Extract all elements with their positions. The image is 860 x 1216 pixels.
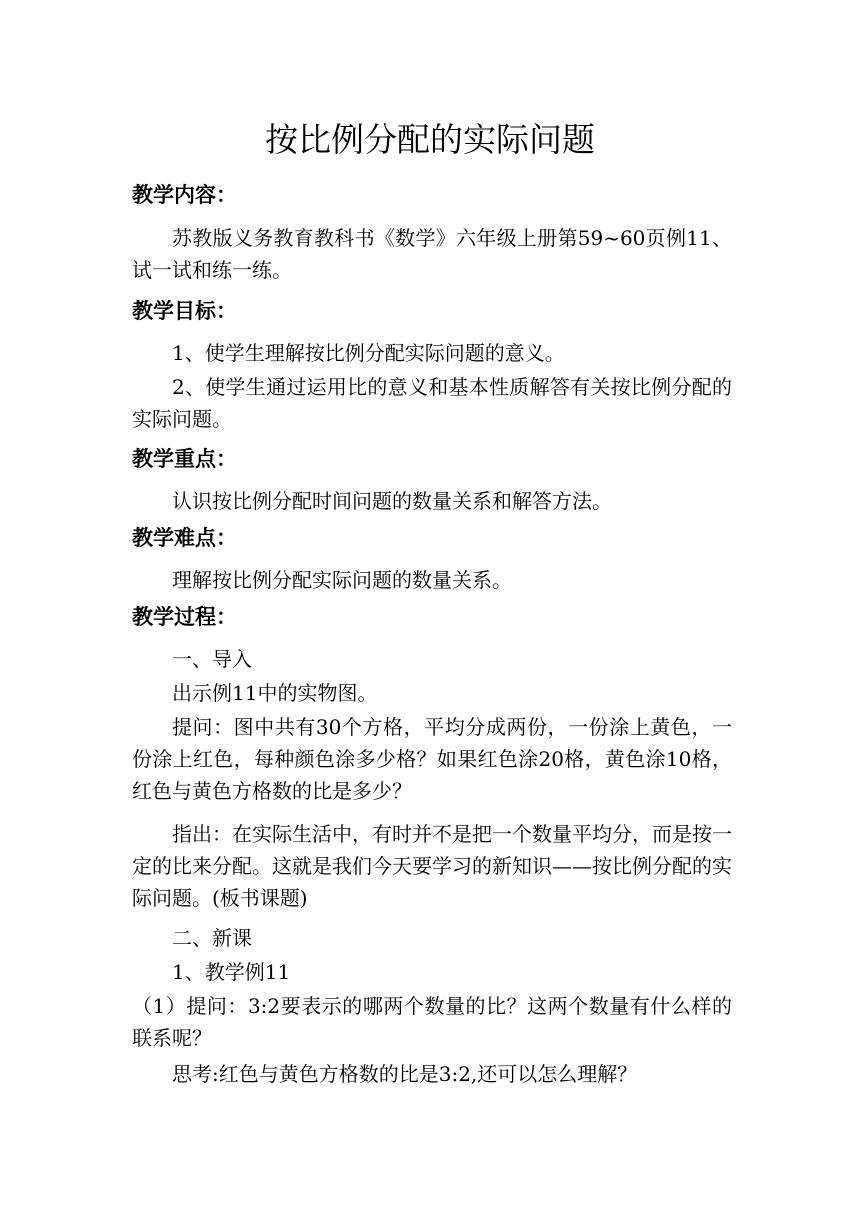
paragraph-content: 苏教版义务教育教科书《数学》六年级上册第59~60页例11、试一试和练一练。 bbox=[132, 226, 732, 282]
paragraph-new-lesson: 二、新课 bbox=[172, 926, 252, 950]
paragraph-difficulty: 理解按比例分配实际问题的数量关系。 bbox=[172, 568, 512, 592]
paragraph-key-point: 认识按比例分配时间问题的数量关系和解答方法。 bbox=[172, 489, 612, 513]
paragraph-question: 提问：图中共有30个方格，平均分成两份，一份涂上黄色，一份涂上红色，每种颜色涂多少格？如果红色涂20格，黄色涂10格，红色与黄色方格数的比是多少？ bbox=[132, 715, 732, 803]
document-title: 按比例分配的实际问题 bbox=[265, 120, 595, 159]
heading-teaching-process: 教学过程： bbox=[132, 605, 237, 629]
paragraph-show-example: 出示例11中的实物图。 bbox=[172, 681, 378, 705]
paragraph-goal-1: 1、使学生理解按比例分配实际问题的意义。 bbox=[172, 341, 565, 365]
paragraph-question-ratio: （1）提问：3:2要表示的哪两个数量的比？这两个数量有什么样的联系呢？ bbox=[132, 994, 732, 1050]
paragraph-goal-2: 2、使学生通过运用比的意义和基本性质解答有关按比例分配的实际问题。 bbox=[132, 375, 732, 431]
heading-key-points: 教学重点： bbox=[132, 447, 237, 471]
paragraph-point-out: 指出：在实际生活中，有时并不是把一个数量平均分，而是按一定的比来分配。这就是我们今天要学习的新知识——按比例分配的实际问题。(板书课题) bbox=[132, 822, 732, 910]
paragraph-think: 思考:红色与黄色方格数的比是3:2,还可以怎么理解？ bbox=[172, 1062, 638, 1086]
paragraph-intro-heading: 一、导入 bbox=[172, 647, 252, 671]
paragraph-example-11: 1、教学例11 bbox=[172, 960, 291, 984]
heading-teaching-goals: 教学目标： bbox=[132, 299, 237, 323]
heading-teaching-content: 教学内容： bbox=[132, 183, 237, 207]
heading-difficulties: 教学难点： bbox=[132, 526, 237, 550]
